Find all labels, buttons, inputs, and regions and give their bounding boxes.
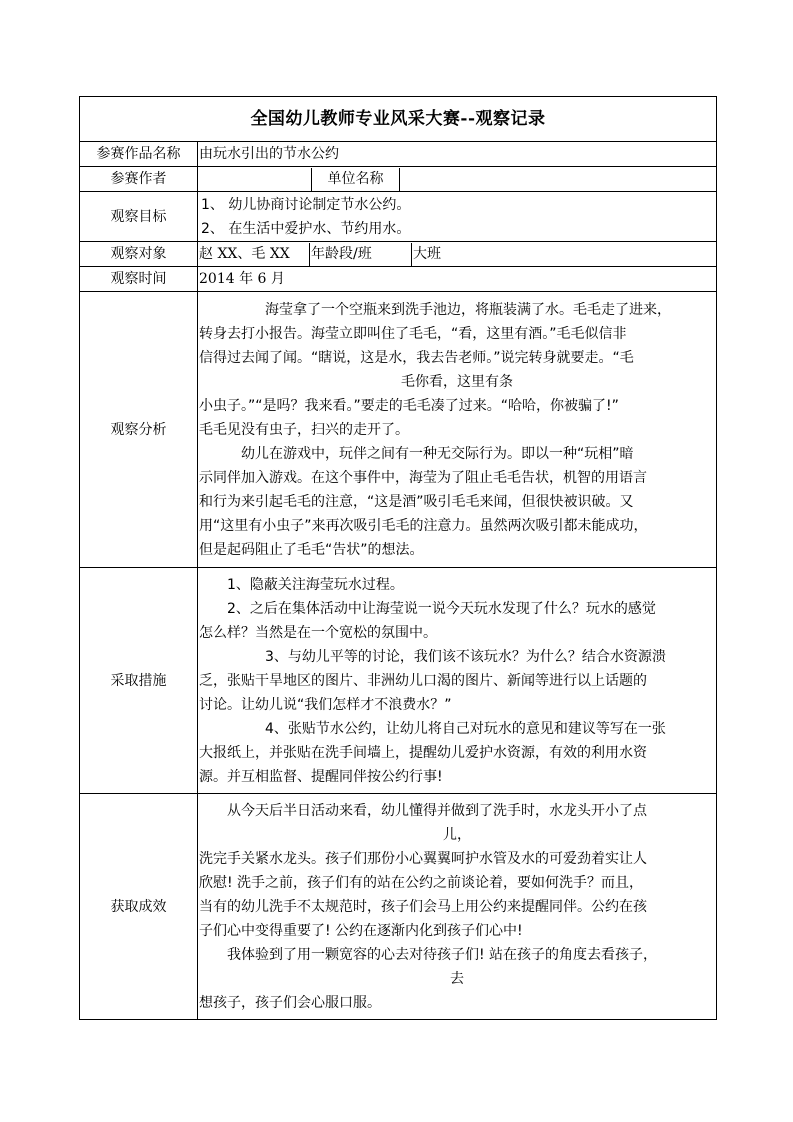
age-label: 年龄段/班 bbox=[310, 243, 412, 266]
measures-line: 源。并互相监督、提醒同伴按公约行事! bbox=[199, 768, 443, 785]
analysis-line: 但是起码阻止了毛毛“告状”的想法。 bbox=[199, 541, 424, 558]
time-label: 观察时间 bbox=[80, 267, 198, 292]
measures-line: 乏，张贴干旱地区的图片、非洲幼儿口渴的图片、新闻等进行以上话题的 bbox=[199, 672, 647, 689]
analysis-line: 示同伴加入游戏。在这个事件中，海莹为了阻止毛毛告状，机智的用语言 bbox=[199, 469, 647, 486]
goal-item: 2、 在生活中爱护水、节约用水。 bbox=[201, 220, 411, 237]
results-line: 洗完手关紧水龙头。孩子们那份小心翼翼呵护水管及水的可爱劲着实让人 bbox=[199, 850, 647, 867]
results-line: 当有的幼儿洗手不太规范时，孩子们会马上用公约来提醒同伴。公约在孩 bbox=[199, 898, 647, 915]
measures-line: 讨论。让幼儿说“我们怎样才不浪费水？” bbox=[199, 696, 452, 713]
results-line: 子们心中变得重要了! 公约在逐渐内化到孩子们心中! bbox=[199, 922, 523, 939]
results-line: 从今天后半日活动来看，幼儿懂得并做到了洗手时，水龙头开小了点 bbox=[227, 802, 647, 819]
results-line: 我体验到了用一颗宽容的心去对待孩子们! 站在孩子的角度去看孩子， bbox=[227, 946, 658, 963]
unit-value bbox=[400, 168, 716, 191]
measures-line: 大报纸上，并张贴在洗手间墙上，提醒幼儿爱护水资源，有效的利用水资 bbox=[199, 744, 647, 761]
results-line: 想孩子，孩子们会心服口服。 bbox=[199, 994, 381, 1011]
measures-row bbox=[80, 568, 717, 794]
author-row bbox=[80, 167, 717, 192]
subjects-value: 赵 XX、毛 XX bbox=[198, 243, 310, 266]
work-name-label: 参赛作品名称 bbox=[80, 142, 198, 167]
measures-body bbox=[198, 568, 717, 794]
measures-line: 3、与幼儿平等的讨论，我们该不该玩水？为什么？结合水资源溃 bbox=[265, 648, 666, 665]
results-line: 去 bbox=[450, 970, 464, 987]
analysis-line: 海莹拿了一个空瓶来到洗手池边，将瓶装满了水。毛毛走了进来， bbox=[265, 301, 671, 318]
subjects-row bbox=[80, 242, 717, 267]
work-name-value: 由玩水引出的节水公约 bbox=[198, 142, 717, 167]
measures-label: 采取措施 bbox=[80, 568, 198, 794]
analysis-row bbox=[80, 292, 717, 568]
observation-record-form bbox=[79, 96, 716, 1020]
results-line: 欣慰! 洗手之前，孩子们有的站在公约之前谈论着，要如何洗手？而且， bbox=[199, 874, 644, 891]
title-row bbox=[80, 97, 717, 142]
form-title: 全国幼儿教师专业风采大赛--观察记录 bbox=[80, 97, 717, 142]
results-body bbox=[198, 794, 717, 1020]
subjects-label: 观察对象 bbox=[80, 242, 198, 267]
goals-row bbox=[80, 192, 717, 242]
measures-line: 4、张贴节水公约，让幼儿将自己对玩水的意见和建议等写在一张 bbox=[265, 720, 666, 737]
time-value: 2014 年 6 月 bbox=[198, 267, 717, 292]
measures-line: 2、之后在集体活动中让海莹说一说今天玩水发现了什么？玩水的感觉 bbox=[227, 600, 656, 617]
measures-line: 1、隐蔽关注海莹玩水过程。 bbox=[227, 576, 404, 593]
results-label: 获取成效 bbox=[80, 794, 198, 1020]
results-line: 儿， bbox=[443, 826, 471, 843]
analysis-line: 信得过去闻了闻。“瞎说，这是水，我去告老师。”说完转身就要走。“毛 bbox=[199, 349, 634, 366]
record-table bbox=[79, 96, 717, 1020]
age-value: 大班 bbox=[413, 245, 441, 262]
analysis-line: 和行为来引起毛毛的注意，“这是酒”吸引毛毛来闻，但很快被识破。又 bbox=[199, 493, 634, 510]
author-value bbox=[198, 168, 312, 191]
analysis-line: 毛你看，这里有条 bbox=[401, 373, 513, 390]
analysis-line: 幼儿在游戏中，玩伴之间有一种无交际行为。即以一种“玩相”暗 bbox=[241, 445, 634, 462]
results-row bbox=[80, 794, 717, 1020]
time-row bbox=[80, 267, 717, 292]
measures-line: 怎么样？当然是在一个宽松的氛围中。 bbox=[199, 624, 437, 641]
analysis-line: 毛毛见没有虫子，扫兴的走开了。 bbox=[199, 421, 409, 438]
author-label: 参赛作者 bbox=[80, 167, 198, 192]
work-name-row bbox=[80, 142, 717, 167]
unit-label: 单位名称 bbox=[312, 168, 400, 191]
goal-item: 1、 幼儿协商讨论制定节水公约。 bbox=[201, 196, 411, 213]
analysis-line: 用“这里有小虫子”来再次吸引毛毛的注意力。虽然两次吸引都未能成功， bbox=[199, 517, 648, 534]
goals-label: 观察目标 bbox=[80, 192, 198, 242]
analysis-line: 转身去打小报告。海莹立即叫住了毛毛，“看，这里有酒。”毛毛似信非 bbox=[199, 325, 627, 342]
analysis-body bbox=[198, 292, 717, 568]
analysis-line: 小虫子。”“是吗？我来看。”要走的毛毛凑了过来。“哈哈，你被骗了!” bbox=[199, 397, 619, 414]
analysis-label: 观察分析 bbox=[80, 292, 198, 568]
